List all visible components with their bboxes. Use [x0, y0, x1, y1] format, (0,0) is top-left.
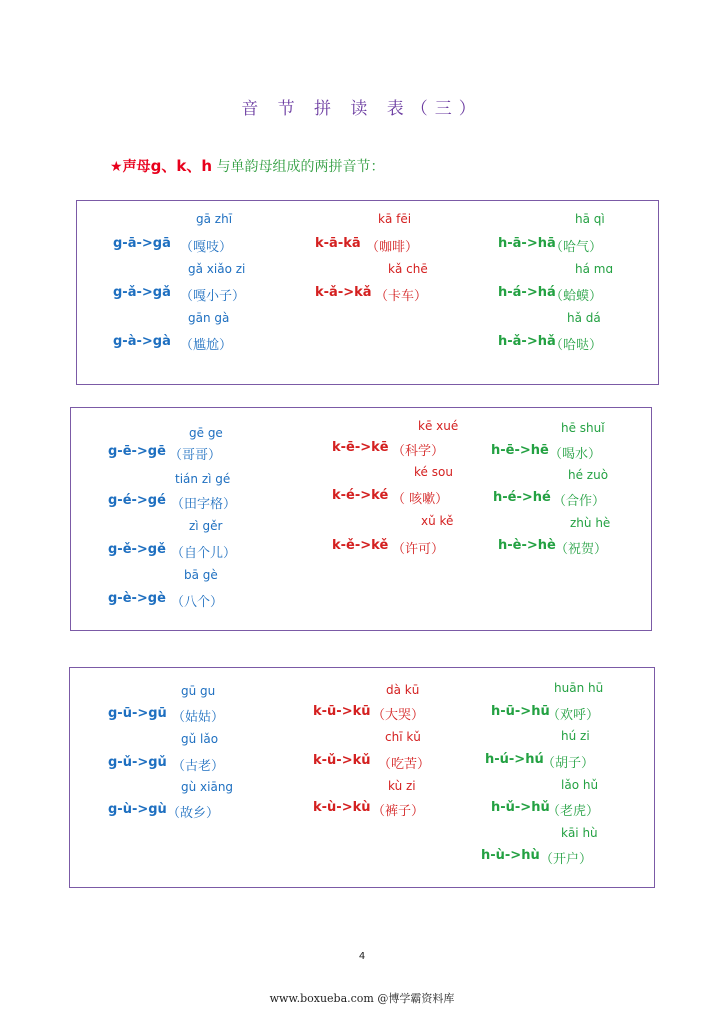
subtitle-separator: 、 [186, 157, 202, 175]
word: （嘎小子） [180, 289, 246, 304]
word: （尴尬） [180, 338, 233, 353]
pinyin-label: bā gè [184, 568, 218, 582]
subtitle-head: 声母 [122, 159, 151, 175]
pinyin-label: huān hū [554, 681, 604, 695]
spelling: k-ǎ->kǎ [315, 285, 372, 300]
pinyin-label: hā qì [575, 212, 605, 226]
pinyin-label: ké sou [414, 465, 453, 479]
pinyin-label: gǔ lǎo [181, 732, 219, 746]
spelling: h-ù->hù [481, 848, 540, 863]
spelling: k-ū->kū [313, 704, 371, 719]
word: （卡车） [375, 289, 428, 304]
word: （开户） [540, 852, 593, 867]
pinyin-label: kē xué [418, 419, 459, 433]
pinyin-label: gǎ xiǎo zi [188, 262, 246, 276]
pinyin-label: tián zì gé [175, 472, 231, 486]
spelling: g-ǔ->gǔ [108, 755, 167, 770]
pinyin-label: zhù hè [570, 516, 611, 530]
pinyin-label: hé zuò [568, 468, 609, 482]
word: （胡子） [542, 756, 595, 771]
pinyin-label: hǎ dá [567, 311, 601, 325]
spelling: g-ù->gù [108, 802, 167, 817]
pinyin-label: kā fēi [378, 212, 412, 226]
word: （哥哥） [169, 448, 222, 463]
word: （故乡） [167, 806, 220, 821]
footer-watermark: www.boxueba.com @博学霸资料库 [269, 992, 455, 1005]
word: （古老） [172, 759, 225, 774]
pinyin-label: gā zhī [196, 212, 233, 226]
word: （蛤蟆） [550, 289, 603, 304]
spelling: k-ē->kē [332, 440, 389, 455]
pinyin-label: zì gěr [189, 519, 223, 533]
word: （自个儿） [171, 546, 237, 561]
word: （ 咳嗽） [392, 492, 449, 507]
spelling: k-ā-kā [315, 236, 361, 251]
word: （咖啡） [366, 240, 419, 255]
star-icon: ★ [110, 159, 123, 175]
word: （欢呼） [547, 708, 600, 723]
spelling: h-è->hè [498, 538, 556, 553]
initial-k: k [176, 157, 187, 175]
spelling: g-à->gà [113, 334, 171, 349]
page-title: 音 节 拼 读 表（三） [241, 99, 483, 119]
spelling: g-ē->gē [108, 444, 166, 459]
pinyin-label: kù zi [388, 779, 416, 793]
word: （田字格） [171, 497, 237, 512]
word: （祝贺） [555, 542, 608, 557]
pinyin-label: kāi hù [561, 826, 598, 840]
pinyin-label: lǎo hǔ [561, 778, 599, 792]
word: （姑姑） [172, 710, 225, 725]
word: （科学） [392, 444, 445, 459]
spelling: g-ū->gū [108, 706, 167, 721]
pinyin-label: gān gà [188, 311, 230, 325]
subtitle-separator: 、 [161, 157, 177, 175]
spelling: g-ǎ->gǎ [113, 285, 171, 300]
spelling: h-ē->hē [491, 443, 549, 458]
word: （嘎吱） [180, 240, 233, 255]
word: （喝水） [549, 447, 602, 462]
word: （吃苦） [378, 757, 431, 772]
spelling: k-é->ké [332, 488, 389, 503]
spelling: g-é->gé [108, 493, 166, 508]
pinyin-label: hú zi [561, 729, 590, 743]
pinyin-label: gē ge [189, 426, 223, 440]
word: （合作） [553, 494, 606, 509]
spelling: k-ě->kě [332, 538, 389, 553]
pinyin-label: chī kǔ [385, 730, 421, 744]
spelling: k-ǔ->kǔ [313, 753, 371, 768]
word: （裤子） [372, 804, 425, 819]
initial-g: g [150, 157, 162, 175]
pinyin-label: há mɑ [575, 262, 614, 276]
pinyin-label: gū gu [181, 684, 216, 698]
initial-h: h [201, 157, 213, 175]
word: （许可） [392, 542, 445, 557]
subtitle-rest: 与单韵母组成的两拼音节： [212, 159, 385, 175]
spelling: h-ā->hā [498, 236, 556, 251]
spelling: h-ǎ->hǎ [498, 334, 556, 349]
section-subtitle [110, 155, 384, 176]
pinyin-label: gù xiāng [181, 780, 234, 794]
spelling: g-ā->gā [113, 236, 171, 251]
page-number: 4 [358, 951, 366, 962]
spelling: h-á->há [498, 285, 556, 300]
spelling: g-è->gè [108, 591, 166, 606]
word: （大哭） [372, 708, 425, 723]
word: （八个） [171, 595, 224, 610]
word: （哈气） [550, 240, 603, 255]
word: （哈哒） [550, 338, 603, 353]
pinyin-label: hē shuǐ [561, 421, 605, 435]
spelling: h-ū->hū [491, 704, 550, 719]
pinyin-label: kǎ chē [388, 262, 428, 276]
word: （老虎） [547, 804, 600, 819]
spelling: h-ú->hú [485, 752, 544, 767]
spelling: g-ě->gě [108, 542, 166, 557]
spelling: h-é->hé [493, 490, 551, 505]
pinyin-label: dà kū [386, 683, 420, 697]
spelling: h-ǔ->hǔ [491, 800, 550, 815]
pinyin-label: xǔ kě [421, 514, 454, 528]
spelling: k-ù->kù [313, 800, 371, 815]
